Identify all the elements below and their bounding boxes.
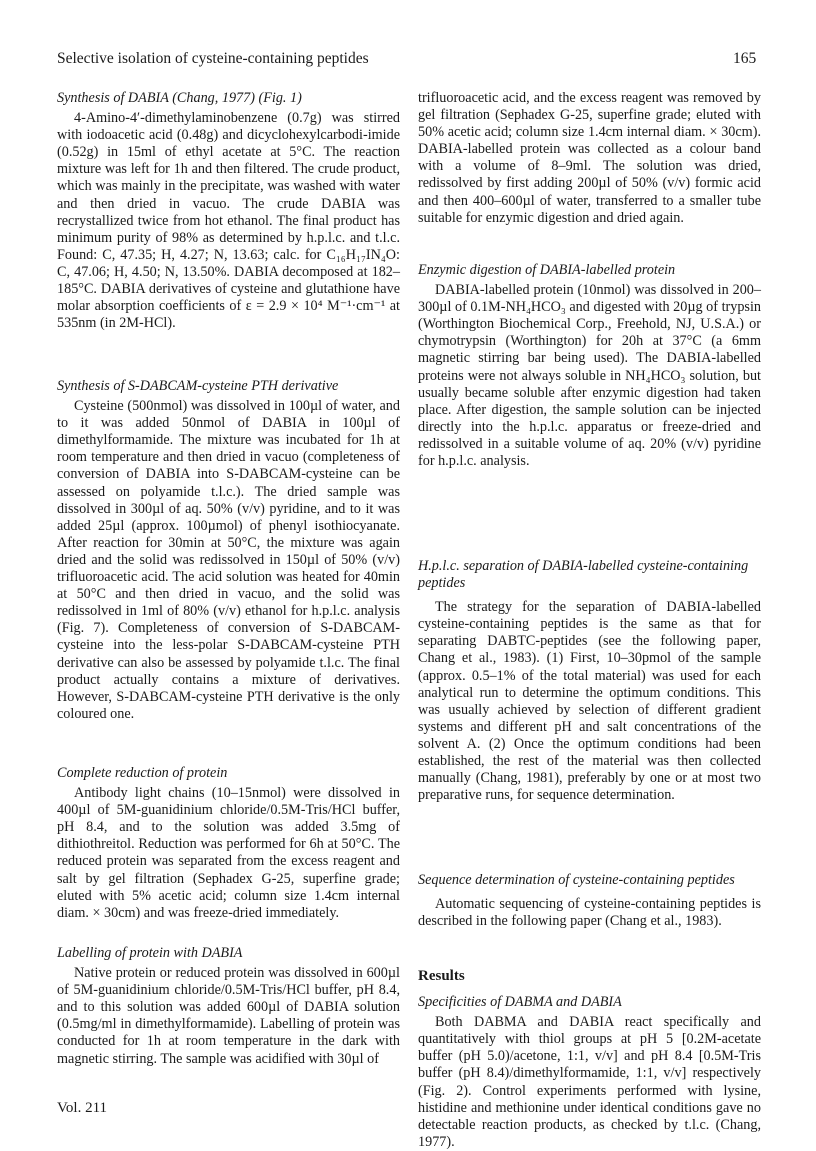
section-heading: Synthesis of S-DABCAM-cysteine PTH derivative [57,378,339,394]
section-heading: Sequence determination of cysteine-containing peptides [418,872,735,888]
section-hplc-separation [418,558,761,804]
paragraph: Cysteine (500nmol) was dissolved in 100µl of water, and to it was added 50nmol of DABIA in 100µl of dimethylformamide. The mixture was incubated for 1h at room temperature and then dried in vacuo (completeness of conversion of DABIA into S-DABCAM-cysteine can be assessed on polyamide t.l.c.). The dried sample was dissolved in 300µl of aq. 50% (v/v) pyridine, and to it was added 25µl (approx. 100µmol) of phenyl isothiocyanate. After reaction for 30min at 50°C, the mixture was again dried and the solid was redissolved in 150µl of 50% (v/v) trifluoroacetic acid. The acid solution was heated for 40min at 50°C and then dried in vacuo, and the solid was redissolved in 1ml of 80% (v/v) ethanol for h.p.l.c. analysis (Fig. 7). Completeness of conversion of S-DABCAM-cysteine into the less-polar S-DABCAM-cysteine PTH derivative can also be assessed by polyamide t.l.c. The final product actually contains a mixture of derivatives. However, S-DABCAM-cysteine PTH derivative is the only coloured one. [57,398,400,722]
section-heading: Labelling of protein with DABIA [57,945,243,961]
section-heading: Synthesis of DABIA (Chang, 1977) (Fig. 1) [57,90,302,106]
running-title: Selective isolation of cysteine-containing peptides [57,50,369,67]
section-labelling [57,945,400,1068]
paragraph: The strategy for the separation of DABIA-labelled cysteine-containing peptides is the same as that for separating DABTC-peptides (see the following paper, Chang et al., 1983). (1) First, 10–30pmol of the sample (approx. 0.5–1% of the total material) was used for each analytical run to determine the optimum conditions. This was usually achieved by selection of different gradient systems and different pH and salt concentrations of the solvent A. (2) Once the optimum conditions had been established, the rest of the material was then collected manually (Chang, 1981), preferably by one or at most two preparative runs, for sequence determination. [418,599,761,804]
section-complete-reduction [57,765,400,922]
section-heading: Complete reduction of protein [57,765,228,781]
results-heading: Results [418,968,465,984]
section-heading: H.p.l.c. separation of DABIA-labelled cysteine-containing peptides [418,558,749,592]
volume-footer: Vol. 211 [57,1100,108,1116]
section-results [418,968,761,1151]
paragraph: DABIA-labelled protein (10nmol) was dissolved in 200–300µl of 0.1M-NH₄HCO₃ and digested with 20µg of trypsin (Worthington Biochemical Corp., Freehold, NJ, U.S.A.) or chymotrypsin (Worthington) for 20h at 37°C (a 6mm magnetic stirring bar being used). The DABIA-labelled proteins were not always soluble in NH₄HCO₃ solution, but usually became soluble after enzymic digestion had taken place. After digestion, the sample solution can be injected directly into the h.p.l.c. apparatus or freeze-dried and redissolved in a suitable volume of aq. 20% (v/v) pyridine for h.p.l.c. analysis. [418,282,761,470]
paragraph: Automatic sequencing of cysteine-containing peptides is described in the following paper (Chang et al., 1983). [418,896,761,930]
paragraph: trifluoroacetic acid, and the excess reagent was removed by gel filtration (Sephadex G-25, superfine grade; eluted with 50% acetic acid; column size 1.4cm internal diam. × 30cm). DABIA-labelled protein was collected as a colour band with a volume of 8–9ml. The solution was dried, redissolved by first adding 200µl of 50% (v/v) formic acid and then 400–600µl of water, transferred to a smaller tube suitable for enzymic digestion and dried again. [418,90,761,226]
paragraph: Native protein or reduced protein was dissolved in 600µl of 5M-guanidinium chloride/0.5M-Tris/HCl buffer, pH 8.4, and to this solution was added 600µl of DABIA solution (0.5mg/ml in dimethylformamide). Labelling of protein was conducted for 1h at room temperature in the dark with magnetic stirring. The sample was acidified with 30µl of [57,965,400,1067]
section-synthesis-dabia [57,90,400,332]
section-continued [418,90,761,227]
paragraph: Antibody light chains (10–15nmol) were dissolved in 400µl of 5M-guanidinium chloride/0.5M-Tris/HCl buffer, pH 8.4, and to the solution was added 3.5mg of dithiothreitol. Reduction was performed for 6h at 50°C. The reduced protein was separated from the excess reagent and salt by gel filtration (Sephadex G-25, superfine grade; eluted with 5% acetic acid; column size 1.4cm internal diam. × 30cm) and was freeze-dried immediately. [57,785,400,921]
paragraph: 4-Amino-4′-dimethylaminobenzene (0.7g) was stirred with iodoacetic acid (0.48g) and dicyclohexylcarbodi-imide (0.52g) in 15ml of ethyl acetate at 5°C. The reaction mixture was left for 1h and then filtered. The crude product, which was mainly in the precipitate, was washed with water and then dried in vacuo. The crude DABIA was recrystallized twice from hot ethanol. The final product has minimum purity of 98% as determined by h.p.l.c. and t.l.c. Found: C, 47.35; H, 4.27; N, 13.63; calc. for C₁₆H₁₇IN₄O: C, 47.06; H, 4.50; N, 13.50%. DABIA decomposed at 182–185°C. DABIA derivatives of cysteine and glutathione have molar absorption coefficients of ε = 2.9 × 10⁴ M⁻¹·cm⁻¹ at 535nm (in 2M-HCl). [57,110,400,332]
section-synthesis-pth [57,378,400,723]
page-number: 165 [733,50,757,67]
section-heading: Specificities of DABMA and DABIA [418,994,622,1011]
paragraph: Both DABMA and DABIA react specifically and quantitatively with thiol groups at pH 5 [0.2M-acetate buffer (pH 5.0)/acetone, 1:1, v/v] and pH 8.4 [0.5M-Tris buffer (pH 8.4)/dimethylformamide, 1:1, v/v] respectively (Fig. 2). Control experiments performed with lysine, histidine and methionine under identical conditions gave no detectable reaction products, as checked by t.l.c. (Chang, 1977). [418,1014,761,1150]
section-enzymic-digestion [418,262,761,470]
section-heading: Enzymic digestion of DABIA-labelled protein [418,262,676,278]
section-sequence-determination [418,872,761,930]
